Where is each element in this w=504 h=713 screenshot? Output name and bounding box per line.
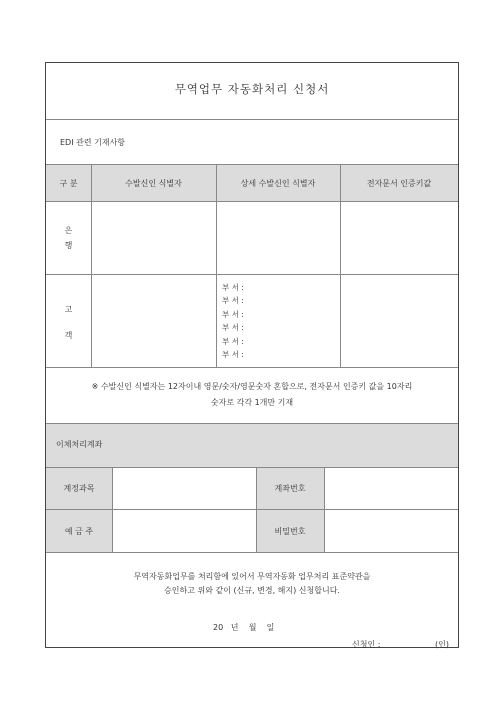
note-line-2: 숫자로 각각 1개만 기재 [210,398,294,407]
bank-detail-sender-id-cell[interactable] [217,202,339,274]
bank-label-bottom: 행 [64,241,73,250]
depositor-field[interactable] [113,510,255,552]
department-label: 부 서 : [222,283,244,292]
application-form [45,62,459,648]
password-field[interactable] [325,510,458,552]
password-label: 비밀번호 [274,527,306,536]
account-subject-label: 계정과목 [63,484,95,493]
agreement-section [46,553,458,647]
customer-department-list [222,281,244,361]
bank-label-top: 은 [64,226,73,235]
bank-row [46,202,458,275]
department-label: 부 서 : [222,296,244,306]
header-auth-key: 전자문서 인증키값 [366,179,432,188]
depositor-row [46,510,458,553]
identifier-table-header [46,165,458,202]
customer-sender-id-cell[interactable] [92,275,215,367]
transfer-section-label: 이체처리계좌 [56,440,103,449]
applicant-name-field[interactable] [391,637,433,651]
bank-sender-id-cell[interactable] [92,202,215,274]
header-category: 구 분 [59,179,78,188]
customer-auth-key-cell[interactable] [341,275,458,367]
applicant-label: 신청인 : [352,640,381,649]
note-row [46,368,458,424]
department-label: 부 서 : [222,309,244,319]
depositor-label: 예 금 주 [64,527,94,536]
edi-section-row [46,120,458,165]
department-label: 부 서 : [222,350,244,360]
department-label: 부 서 : [222,336,244,346]
edi-section-label: EDI 관련 기재사항 [60,138,126,147]
application-date: 20 년 월 일 [213,623,275,632]
account-number-label: 계좌번호 [274,484,306,493]
title-row [46,63,458,120]
note-line-1: ※ 수발신인 식별자는 12자이내 영문/숫자/영문숫자 혼합으로, 전자문서 인증키 값을 10자리 [91,382,413,391]
account-row [46,468,458,510]
department-label: 부 서 : [222,323,244,333]
customer-label-bottom: 객 [64,331,73,340]
transfer-section-row [46,424,458,468]
account-subject-field[interactable] [113,468,255,509]
form-title: 무역업무 자동화처리 신청서 [174,82,330,96]
account-number-field[interactable] [325,468,458,509]
customer-row [46,275,458,368]
bank-auth-key-cell[interactable] [341,202,458,274]
header-detail-sender-id: 상세 수발신인 식별자 [240,179,316,188]
customer-label-top: 고 [64,305,73,314]
agreement-line-2: 승인하고 위와 같이 (신규, 변경, 해지) 신청합니다. [164,586,340,595]
agreement-line-1: 무역자동화업무를 처리함에 있어서 무역자동화 업무처리 표준약관을 [133,572,371,581]
seal-label: (인) [435,640,449,649]
header-sender-id: 수발신인 식별자 [125,179,182,188]
